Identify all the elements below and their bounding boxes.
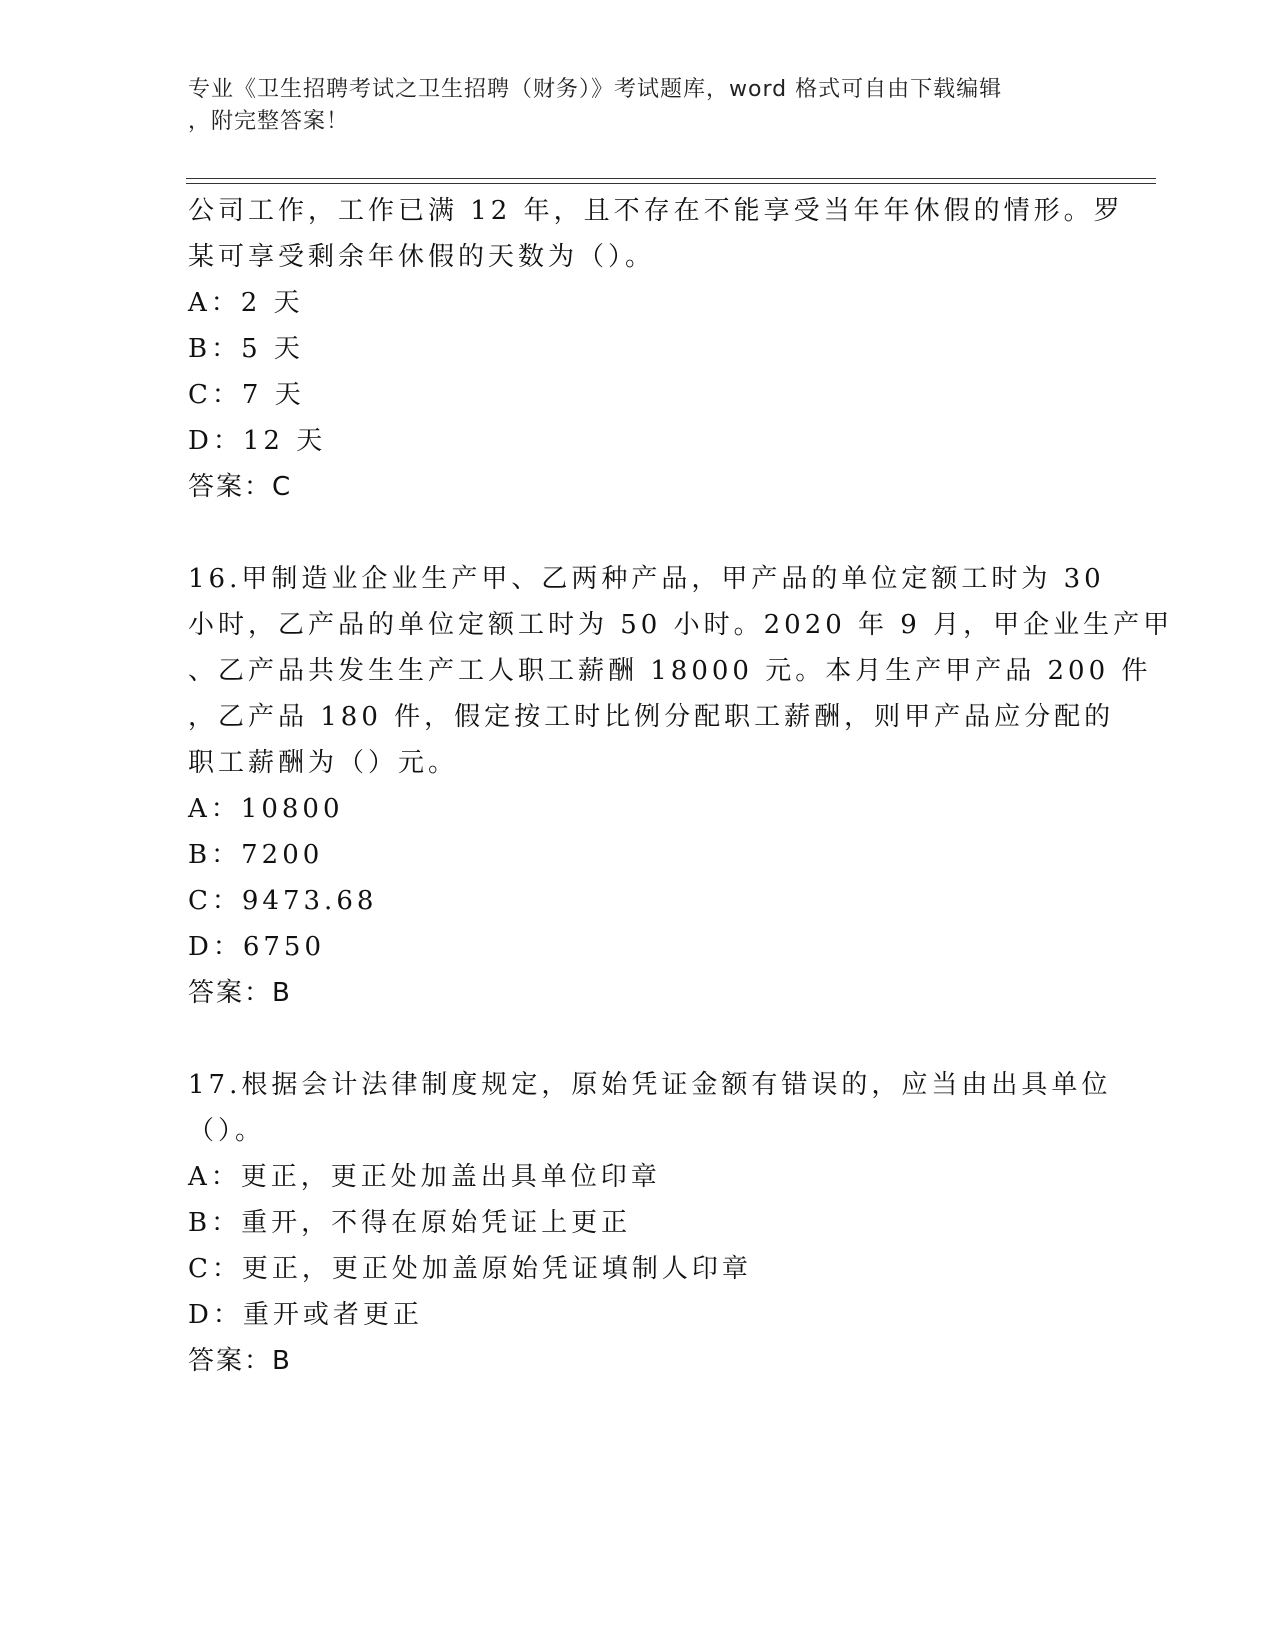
spacer bbox=[188, 510, 1088, 556]
question-stem-line: 小时，乙产品的单位定额工时为 50 小时。2020 年 9 月，甲企业生产甲 bbox=[188, 610, 1174, 640]
question-stem-line: 公司工作，工作已满 12 年，且不存在不能享受当年年休假的情形。罗 bbox=[188, 196, 1124, 226]
header-divider-double bbox=[186, 183, 1156, 184]
question-stem-line: 某可享受剩余年休假的天数为（）。 bbox=[188, 242, 656, 272]
answer: 答案：B bbox=[188, 978, 292, 1008]
page-header bbox=[188, 74, 1088, 138]
answer: 答案：B bbox=[188, 1346, 292, 1376]
option-b: B：重开，不得在原始凭证上更正 bbox=[188, 1208, 632, 1238]
question-content bbox=[188, 188, 1174, 1384]
question-stem-line: 职工薪酬为（）元。 bbox=[188, 748, 459, 778]
question-16 bbox=[188, 556, 1174, 1016]
answer: 答案：C bbox=[188, 472, 293, 502]
option-a: A：10800 bbox=[188, 794, 344, 824]
spacer bbox=[188, 1016, 1088, 1062]
option-d: D：12 天 bbox=[188, 426, 327, 456]
option-b: B：5 天 bbox=[188, 334, 304, 364]
header-line-2: ，附完整答案！ bbox=[188, 109, 350, 134]
header-divider bbox=[186, 178, 1156, 179]
question-stem-line: （）。 bbox=[188, 1116, 266, 1146]
option-c: C：7 天 bbox=[188, 380, 305, 410]
option-d: D：6750 bbox=[188, 932, 326, 962]
option-b: B：7200 bbox=[188, 840, 324, 870]
header-line-1: 专业《卫生招聘考试之卫生招聘（财务）》考试题库，word 格式可自由下载编辑 bbox=[188, 77, 1003, 102]
option-a: A：更正，更正处加盖出具单位印章 bbox=[188, 1162, 661, 1192]
question-stem-line: ，乙产品 180 件，假定按工时比例分配职工薪酬，则甲产品应分配的 bbox=[188, 702, 1115, 732]
question-15 bbox=[188, 188, 1124, 510]
option-c: C：更正，更正处加盖原始凭证填制人印章 bbox=[188, 1254, 752, 1284]
question-stem-line: 、乙产品共发生生产工人职工薪酬 18000 元。本月生产甲产品 200 件 bbox=[188, 656, 1152, 686]
option-d: D：重开或者更正 bbox=[188, 1300, 423, 1330]
option-c: C：9473.68 bbox=[188, 886, 378, 916]
option-a: A：2 天 bbox=[188, 288, 304, 318]
question-17 bbox=[188, 1062, 1112, 1384]
question-stem-line: 16.甲制造业企业生产甲、乙两种产品，甲产品的单位定额工时为 30 bbox=[188, 564, 1105, 594]
question-stem-line: 17.根据会计法律制度规定，原始凭证金额有错误的，应当由出具单位 bbox=[188, 1070, 1112, 1100]
